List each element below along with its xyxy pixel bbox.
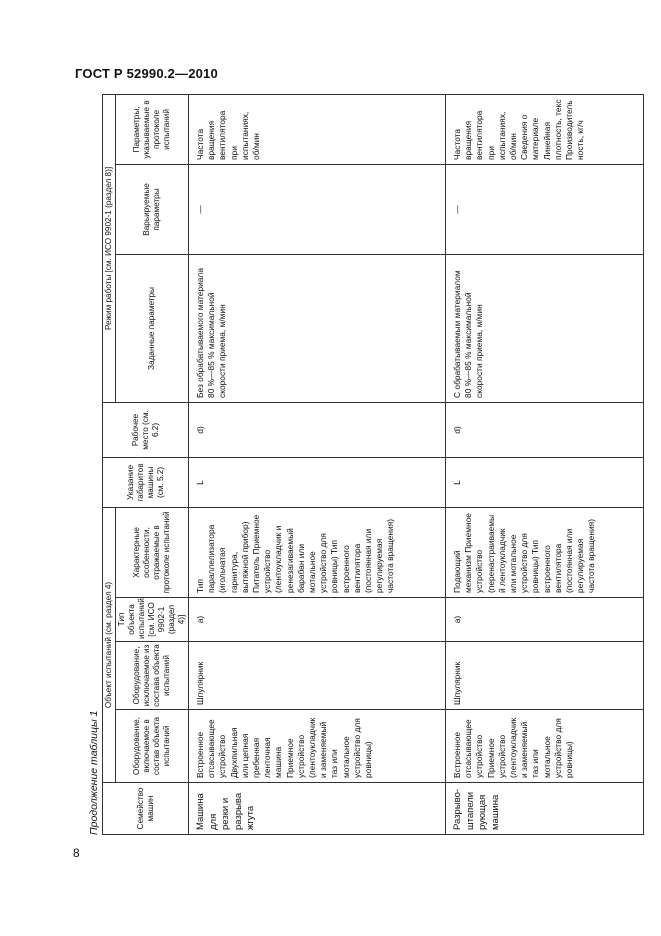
cell-reported: Частота вращения вентилятора при испытаниях, об/мин Сведения о материале Линейная плотность, текс Производительность, кг/ч [446, 94, 644, 164]
cell-type: a) [189, 598, 446, 642]
cell-type: a) [446, 598, 644, 642]
col-header-excluded: Оборудование, исключаемое из состава объекта испытаний [116, 642, 189, 710]
cell-excluded: Шпулярник [189, 642, 446, 710]
cell-variable: — [446, 164, 644, 254]
document-header: ГОСТ Р 52990.2—2010 [75, 66, 218, 81]
cell-included: Встроенное отсасывающее устройство Приемное устройство (лентоукладчик и заменяемый таз или мотальное устройство для ровницы) [446, 710, 644, 783]
cell-set-params: С обрабатываемым материалом 80 %—85 % максимальной скорости приема, м/мин [446, 254, 644, 402]
group-header-row [103, 94, 116, 834]
cell-set-params: Без обрабатываемого материала 80 %—85 % максимальной скорости приема, м/мин [189, 254, 446, 402]
page-number: 8 [73, 846, 80, 860]
cell-family: Разрыво-штапелирующая машина [446, 783, 644, 835]
col-header-included: Оборудование, включаемое в состав объекта испытаний [116, 710, 189, 783]
col-header-features: Характерные особенности, отражаемые в протоколе испытаний [116, 507, 189, 597]
cell-family: Машина для резки и разрыва жгута [189, 783, 446, 835]
rotated-table-area [86, 95, 597, 835]
cell-excluded: Шпулярник [446, 642, 644, 710]
machine-families-table [102, 94, 644, 835]
cell-features: Тип параллелизатора (игольчатая гарнитура, вытяжной прибор) Питатель Приемное устройство (лентоукладчик и ренезагиваемый барабан или мотальное устройство для ровницы) Тип встроенного вентилятора (постоянная или регулируемая частота вращения) [189, 507, 446, 597]
cell-workplace: d) [446, 402, 644, 457]
cell-dimensions: L [446, 457, 644, 507]
col-header-dimensions: Указание габаритов машины (см. 5.2) [103, 457, 189, 507]
cell-features: Подающий механизм Приемное устройство (перенастраиваемый лентоукладчик или мотальное устройство для ровницы) Тип встроенного вентилятора (постоянная или регулируемая частота вращения) [446, 507, 644, 597]
col-header-variable: Варьируемые параметры [116, 164, 189, 254]
table-row [446, 94, 644, 834]
col-header-family: Семейство машин [103, 783, 189, 835]
col-header-set-params: Заданные параметры [116, 254, 189, 402]
cell-variable: — [189, 164, 446, 254]
table-caption: Продолжение таблицы 1 [88, 710, 100, 835]
cell-reported: Частота вращения вентилятора при испытаниях, об/мин [189, 94, 446, 164]
col-header-type: Тип объекта испытаний [см. ИСО 9902-1 (раздел 4)] [116, 598, 189, 642]
cell-dimensions: L [189, 457, 446, 507]
rotated-table-content [86, 95, 597, 835]
col-header-workplace: Рабочее место (см. 6.2) [103, 402, 189, 457]
cell-workplace: d) [189, 402, 446, 457]
col-header-reported: Параметры, указываемые в протоколе испытаний [116, 94, 189, 164]
group-header-operating-mode: Режим работы [см. ИСО 9902-1 (раздел 8)] [103, 94, 116, 402]
group-header-test-object: Объект испытаний (см. раздел 4) [103, 507, 116, 782]
cell-included: Встроенное отсасывающее устройство Двухпильная или цепная гребенная ленточная машина Приемное устройство (лентоукладчик и заменяемый таз или мотальное устройство для ровницы) [189, 710, 446, 783]
table-row [189, 94, 446, 834]
